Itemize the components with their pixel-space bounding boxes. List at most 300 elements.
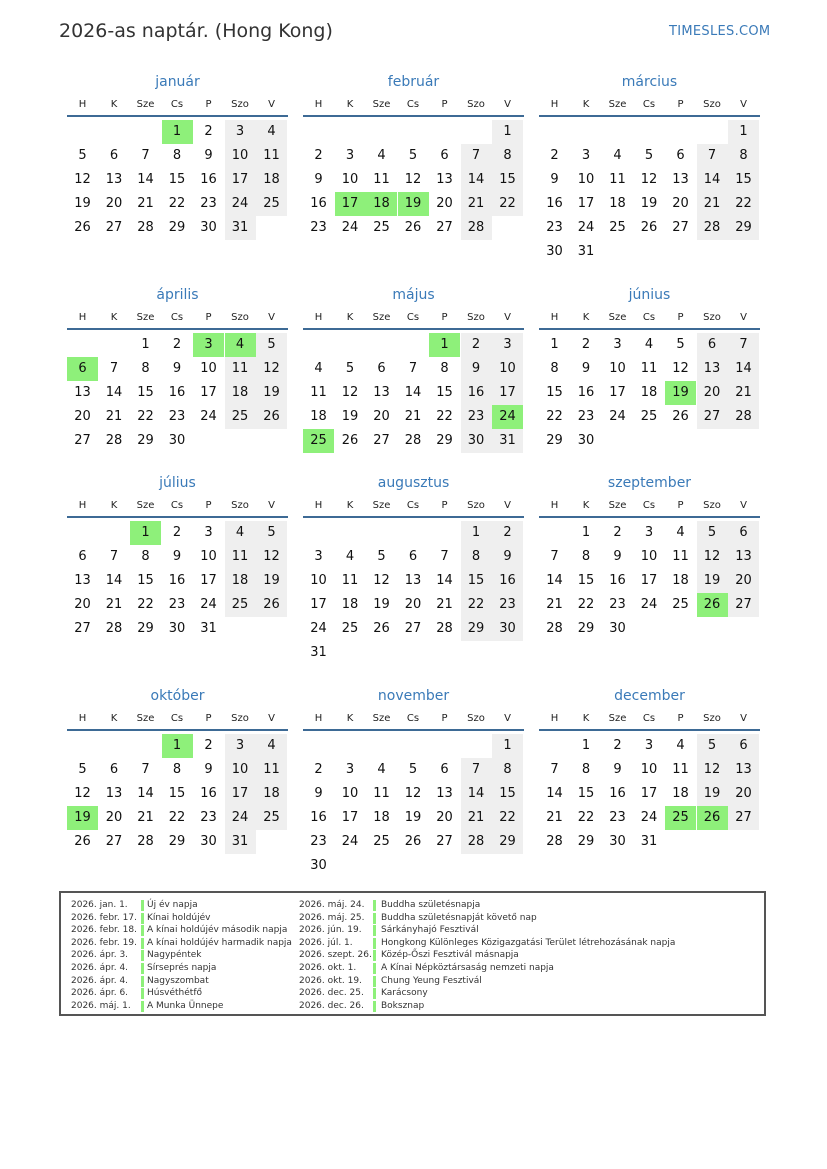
day-cell: 9 <box>461 357 492 381</box>
day-cell: 18 <box>225 381 256 405</box>
day-cell: 6 <box>408 549 418 564</box>
legend-holiday-name: A kínai holdújév második napja <box>147 925 288 936</box>
day-cell: 18 <box>256 782 287 806</box>
day-cell: 16 <box>461 381 492 405</box>
day-cell: 3 <box>345 762 355 777</box>
day-cell: 20 <box>728 569 759 593</box>
day-cell: 17 <box>640 573 658 588</box>
weekday-label: K <box>110 312 118 323</box>
day-cell: 10 <box>577 172 595 187</box>
day-cell: 14 <box>137 786 154 801</box>
weekday-label: K <box>582 713 590 724</box>
day-cell: 18 <box>310 409 327 424</box>
day-cell: 8 <box>141 549 150 564</box>
day-cell: 9 <box>204 762 213 777</box>
day-cell: 23 <box>461 405 492 429</box>
day-cell: 14 <box>697 168 728 192</box>
day-cell: 20 <box>436 810 453 825</box>
day-cell: 25 <box>256 806 287 830</box>
day-cell: 15 <box>577 573 595 588</box>
day-cell: 29 <box>492 830 523 854</box>
day-cell: 13 <box>105 786 123 801</box>
day-cell: 29 <box>137 433 154 448</box>
weekday-label: Sze <box>136 99 155 110</box>
legend-color-marker <box>141 950 144 961</box>
day-cell: 9 <box>314 786 323 801</box>
day-cell: 13 <box>728 545 759 569</box>
weekday-label: H <box>550 99 559 110</box>
day-cell: 15 <box>546 385 563 400</box>
day-cell: 27 <box>74 621 91 636</box>
day-cell: 19 <box>256 569 287 593</box>
weekday-label: P <box>677 99 684 110</box>
weekday-label: Szo <box>467 312 485 323</box>
day-cell: 7 <box>550 549 559 564</box>
day-cell: 23 <box>492 593 523 617</box>
legend-holiday-name: A Munka Ünnepe <box>147 1000 224 1011</box>
day-cell: 2 <box>204 738 213 753</box>
legend-date: 2026. jan. 1. <box>71 900 128 910</box>
legend-holiday-name: Húsvéthétfő <box>147 988 202 999</box>
weekday-label: H <box>550 312 559 323</box>
day-cell: 15 <box>728 168 759 192</box>
day-cell: 8 <box>172 762 182 777</box>
day-cell: 28 <box>546 621 563 636</box>
day-cell: 16 <box>310 196 327 211</box>
day-cell: 7 <box>550 762 559 777</box>
day-cell: 24 <box>200 409 217 424</box>
legend-holiday-name: Karácsony <box>381 988 428 999</box>
day-cell: 8 <box>492 758 523 782</box>
day-cell: 12 <box>672 361 689 376</box>
weekday-label: Cs <box>170 500 184 511</box>
day-cell: 17 <box>341 810 359 825</box>
day-cell: 5 <box>78 762 87 777</box>
month-9 <box>67 688 288 888</box>
site-link[interactable]: TIMESLES.COM <box>669 24 771 39</box>
legend-color-marker <box>373 963 376 974</box>
day-cell: 6 <box>377 361 386 376</box>
day-cell: 20 <box>697 381 728 405</box>
day-cell: 27 <box>105 834 123 849</box>
legend-color-marker <box>373 988 376 999</box>
day-cell: 29 <box>461 617 492 641</box>
day-cell: 2 <box>204 124 213 139</box>
day-cell: 11 <box>256 758 287 782</box>
weekday-label: H <box>78 713 87 724</box>
day-cell: 26 <box>373 621 390 636</box>
legend-color-marker <box>373 950 376 961</box>
day-cell: 20 <box>105 196 123 211</box>
legend-holiday-name: Új év napja <box>147 900 198 910</box>
day-cell: 15 <box>436 385 453 400</box>
day-cell: 12 <box>373 573 390 588</box>
month-header-rule <box>303 115 524 117</box>
day-cell: 9 <box>581 361 591 376</box>
day-cell: 22 <box>461 593 492 617</box>
weekday-label: K <box>582 99 590 110</box>
day-cell: 23 <box>546 220 563 235</box>
day-cell: 20 <box>105 810 123 825</box>
legend-date: 2026. dec. 25. <box>299 988 364 999</box>
day-cell: 15 <box>168 172 186 187</box>
legend-color-marker <box>373 976 376 987</box>
day-cell: 22 <box>168 196 186 211</box>
day-cell: 25 <box>373 834 390 849</box>
day-cell: 23 <box>310 834 327 849</box>
legend-holiday-name: Nagypéntek <box>147 950 202 961</box>
day-cell: 12 <box>697 758 728 782</box>
legend-holiday-name: A kínai holdújév harmadik napja <box>147 937 292 948</box>
day-cell: 14 <box>546 573 563 588</box>
legend-color-marker <box>141 1001 144 1012</box>
weekday-label: Cs <box>406 99 420 110</box>
day-cell: 22 <box>728 192 759 216</box>
weekday-label: Szo <box>703 500 721 511</box>
day-cell: 13 <box>436 786 453 801</box>
day-cell: 11 <box>640 361 658 376</box>
weekday-label: P <box>441 312 448 323</box>
day-cell: 19 <box>74 196 91 211</box>
day-cell: 29 <box>168 834 186 849</box>
legend-color-marker <box>141 988 144 999</box>
holiday-day-cell: 1 <box>429 333 460 357</box>
day-cell: 14 <box>436 573 453 588</box>
legend-date: 2026. szept. 26. <box>299 950 372 961</box>
day-cell: 27 <box>436 834 453 849</box>
holiday-day-cell: 3 <box>193 333 224 357</box>
legend-color-marker <box>373 938 376 949</box>
day-cell: 11 <box>310 385 327 400</box>
day-cell: 6 <box>109 762 119 777</box>
day-cell: 9 <box>172 361 182 376</box>
weekday-label: Cs <box>406 500 420 511</box>
day-cell: 31 <box>200 621 217 636</box>
month-name: augusztus <box>377 475 450 491</box>
holiday-day-cell: 19 <box>665 381 696 405</box>
day-cell: 24 <box>225 806 256 830</box>
day-cell: 25 <box>609 220 626 235</box>
day-cell: 7 <box>728 333 759 357</box>
day-cell: 15 <box>137 573 154 588</box>
day-cell: 22 <box>546 409 563 424</box>
month-2 <box>539 74 760 274</box>
day-cell: 28 <box>105 433 123 448</box>
day-cell: 5 <box>644 148 654 163</box>
legend-holiday-name: Chung Yeung Fesztivál <box>381 975 482 986</box>
weekday-label: V <box>504 312 511 323</box>
day-cell: 6 <box>728 521 759 545</box>
month-name: július <box>159 475 196 491</box>
day-cell: 25 <box>225 405 256 429</box>
day-cell: 29 <box>436 433 453 448</box>
day-cell: 8 <box>581 762 591 777</box>
legend-holiday-name: Hongkong Különleges Közigazgatási Terület létrehozásának napja <box>381 937 676 948</box>
weekday-label: K <box>346 500 354 511</box>
day-cell: 21 <box>137 810 154 825</box>
day-cell: 12 <box>404 172 422 187</box>
day-cell: 27 <box>74 433 91 448</box>
day-cell: 19 <box>341 409 359 424</box>
day-cell: 21 <box>105 597 123 612</box>
day-cell: 7 <box>109 549 119 564</box>
legend-date: 2026. ápr. 3. <box>71 950 129 961</box>
day-cell: 2 <box>461 333 492 357</box>
day-cell: 4 <box>225 521 256 545</box>
day-cell: 7 <box>408 361 418 376</box>
day-cell: 10 <box>200 549 217 564</box>
weekday-label: P <box>441 713 448 724</box>
weekday-label: Szo <box>703 99 721 110</box>
day-cell: 14 <box>728 357 759 381</box>
weekday-label: Cs <box>170 312 184 323</box>
day-cell: 2 <box>613 525 622 540</box>
day-cell: 16 <box>609 786 626 801</box>
day-cell: 19 <box>640 196 658 211</box>
day-cell: 23 <box>577 409 595 424</box>
day-cell: 8 <box>550 361 559 376</box>
weekday-label: Szo <box>231 500 249 511</box>
day-cell: 11 <box>609 172 626 187</box>
day-cell: 6 <box>728 734 759 758</box>
weekday-label: Cs <box>406 713 420 724</box>
day-cell: 27 <box>672 220 689 235</box>
day-cell: 26 <box>672 409 689 424</box>
day-cell: 10 <box>200 361 217 376</box>
weekday-label: Szo <box>467 99 485 110</box>
day-cell: 6 <box>440 148 449 163</box>
day-cell: 12 <box>74 172 91 187</box>
day-cell: 4 <box>256 734 287 758</box>
day-cell: 5 <box>377 549 386 564</box>
weekday-label: V <box>268 99 275 110</box>
month-header-rule <box>67 729 288 731</box>
day-cell: 11 <box>341 573 359 588</box>
day-cell: 10 <box>640 549 658 564</box>
month-header-rule <box>539 729 760 731</box>
weekday-label: V <box>740 500 747 511</box>
day-cell: 17 <box>310 597 327 612</box>
day-cell: 17 <box>492 381 523 405</box>
month-name: december <box>614 688 685 704</box>
holiday-day-cell: 19 <box>67 806 98 830</box>
legend-date: 2026. dec. 26. <box>299 1000 364 1011</box>
weekday-label: K <box>110 99 118 110</box>
day-cell: 1 <box>141 337 150 352</box>
month-6 <box>67 475 288 675</box>
legend-holiday-name: Sárkányhajó Fesztivál <box>381 925 479 936</box>
month-name: június <box>628 287 671 303</box>
day-cell: 1 <box>581 525 591 540</box>
month-7 <box>303 475 524 675</box>
day-cell: 20 <box>373 409 390 424</box>
legend-color-marker <box>373 900 376 911</box>
weekday-label: H <box>314 713 323 724</box>
day-cell: 26 <box>74 220 91 235</box>
day-cell: 13 <box>672 172 689 187</box>
day-cell: 29 <box>546 433 563 448</box>
weekday-label: V <box>268 713 275 724</box>
day-cell: 25 <box>225 593 256 617</box>
day-cell: 16 <box>492 569 523 593</box>
day-cell: 12 <box>256 357 287 381</box>
day-cell: 30 <box>546 244 563 259</box>
day-cell: 29 <box>577 621 595 636</box>
day-cell: 31 <box>640 834 658 849</box>
day-cell: 24 <box>640 597 658 612</box>
legend-color-marker <box>141 913 144 924</box>
day-cell: 18 <box>672 786 689 801</box>
holiday-legend <box>59 891 766 1016</box>
day-cell: 8 <box>581 549 591 564</box>
day-cell: 17 <box>225 168 256 192</box>
day-cell: 18 <box>341 597 359 612</box>
day-cell: 24 <box>577 220 595 235</box>
month-10 <box>303 688 524 888</box>
weekday-label: Sze <box>608 713 627 724</box>
day-cell: 2 <box>613 738 622 753</box>
day-cell: 17 <box>577 196 595 211</box>
holiday-day-cell: 25 <box>303 429 334 453</box>
day-cell: 30 <box>492 617 523 641</box>
day-cell: 4 <box>256 120 287 144</box>
day-cell: 13 <box>74 573 91 588</box>
legend-date: 2026. febr. 18. <box>71 925 137 936</box>
weekday-label: V <box>504 500 511 511</box>
day-cell: 5 <box>408 148 418 163</box>
day-cell: 9 <box>172 549 182 564</box>
day-cell: 1 <box>581 738 591 753</box>
day-cell: 12 <box>341 385 359 400</box>
weekday-label: V <box>740 713 747 724</box>
day-cell: 23 <box>168 409 186 424</box>
day-cell: 25 <box>373 220 390 235</box>
month-name: május <box>392 287 435 303</box>
day-cell: 7 <box>697 144 728 168</box>
day-cell: 5 <box>697 521 728 545</box>
day-cell: 22 <box>577 597 595 612</box>
legend-date: 2026. febr. 19. <box>71 937 137 948</box>
month-name: április <box>156 287 199 303</box>
day-cell: 14 <box>461 782 492 806</box>
day-cell: 23 <box>609 810 626 825</box>
day-cell: 26 <box>404 220 422 235</box>
day-cell: 7 <box>461 758 492 782</box>
day-cell: 22 <box>168 810 186 825</box>
day-cell: 1 <box>550 337 559 352</box>
day-cell: 25 <box>256 192 287 216</box>
day-cell: 20 <box>404 597 422 612</box>
weekday-label: P <box>205 500 212 511</box>
weekday-label: Szo <box>231 713 249 724</box>
weekday-label: V <box>268 500 275 511</box>
weekday-label: Sze <box>608 99 627 110</box>
day-cell: 21 <box>137 196 154 211</box>
day-cell: 20 <box>728 782 759 806</box>
day-cell: 30 <box>200 834 217 849</box>
weekday-label: Sze <box>136 500 155 511</box>
weekday-label: Cs <box>642 500 656 511</box>
day-cell: 7 <box>461 144 492 168</box>
legend-date: 2026. júl. 1. <box>299 937 353 948</box>
day-cell: 19 <box>404 810 422 825</box>
day-cell: 31 <box>492 429 523 453</box>
day-cell: 3 <box>314 549 323 564</box>
day-cell: 7 <box>141 148 150 163</box>
day-cell: 31 <box>225 216 256 240</box>
month-name: november <box>377 688 450 704</box>
weekday-label: H <box>78 312 87 323</box>
day-cell: 30 <box>200 220 217 235</box>
month-1 <box>303 74 524 274</box>
day-cell: 30 <box>168 433 186 448</box>
day-cell: 13 <box>436 172 453 187</box>
month-name: január <box>155 74 200 90</box>
weekday-label: Szo <box>467 713 485 724</box>
day-cell: 13 <box>74 385 91 400</box>
legend-date: 2026. ápr. 4. <box>71 975 129 986</box>
day-cell: 28 <box>137 220 154 235</box>
month-header-rule <box>539 115 760 117</box>
day-cell: 21 <box>404 409 422 424</box>
weekday-label: Cs <box>170 99 184 110</box>
weekday-label: P <box>205 99 212 110</box>
day-cell: 20 <box>74 409 91 424</box>
day-cell: 16 <box>200 786 217 801</box>
day-cell: 25 <box>640 409 658 424</box>
day-cell: 11 <box>373 786 390 801</box>
day-cell: 21 <box>728 381 759 405</box>
day-cell: 4 <box>314 361 323 376</box>
day-cell: 27 <box>697 405 728 429</box>
day-cell: 16 <box>310 810 327 825</box>
day-cell: 26 <box>74 834 91 849</box>
day-cell: 9 <box>613 762 622 777</box>
day-cell: 22 <box>577 810 595 825</box>
day-cell: 13 <box>105 172 123 187</box>
month-5 <box>539 287 760 487</box>
weekday-label: K <box>346 713 354 724</box>
legend-date: 2026. máj. 1. <box>71 1000 131 1011</box>
day-cell: 6 <box>109 148 119 163</box>
day-cell: 22 <box>492 806 523 830</box>
day-cell: 6 <box>440 762 449 777</box>
legend-date: 2026. febr. 17. <box>71 912 137 923</box>
day-cell: 22 <box>492 192 523 216</box>
day-cell: 17 <box>200 573 217 588</box>
day-cell: 20 <box>74 597 91 612</box>
day-cell: 2 <box>314 148 323 163</box>
day-cell: 11 <box>256 144 287 168</box>
day-cell: 16 <box>168 385 186 400</box>
day-cell: 10 <box>609 361 626 376</box>
holiday-day-cell: 26 <box>697 806 728 830</box>
weekday-label: Cs <box>642 99 656 110</box>
weekday-label: P <box>441 99 448 110</box>
day-cell: 5 <box>697 734 728 758</box>
day-cell: 1 <box>492 734 523 758</box>
day-cell: 10 <box>341 786 359 801</box>
day-cell: 24 <box>609 409 626 424</box>
day-cell: 27 <box>105 220 123 235</box>
day-cell: 31 <box>225 830 256 854</box>
day-cell: 25 <box>341 621 359 636</box>
day-cell: 3 <box>225 120 256 144</box>
day-cell: 15 <box>492 782 523 806</box>
month-3 <box>67 287 288 487</box>
day-cell: 5 <box>676 337 685 352</box>
day-cell: 29 <box>137 621 154 636</box>
